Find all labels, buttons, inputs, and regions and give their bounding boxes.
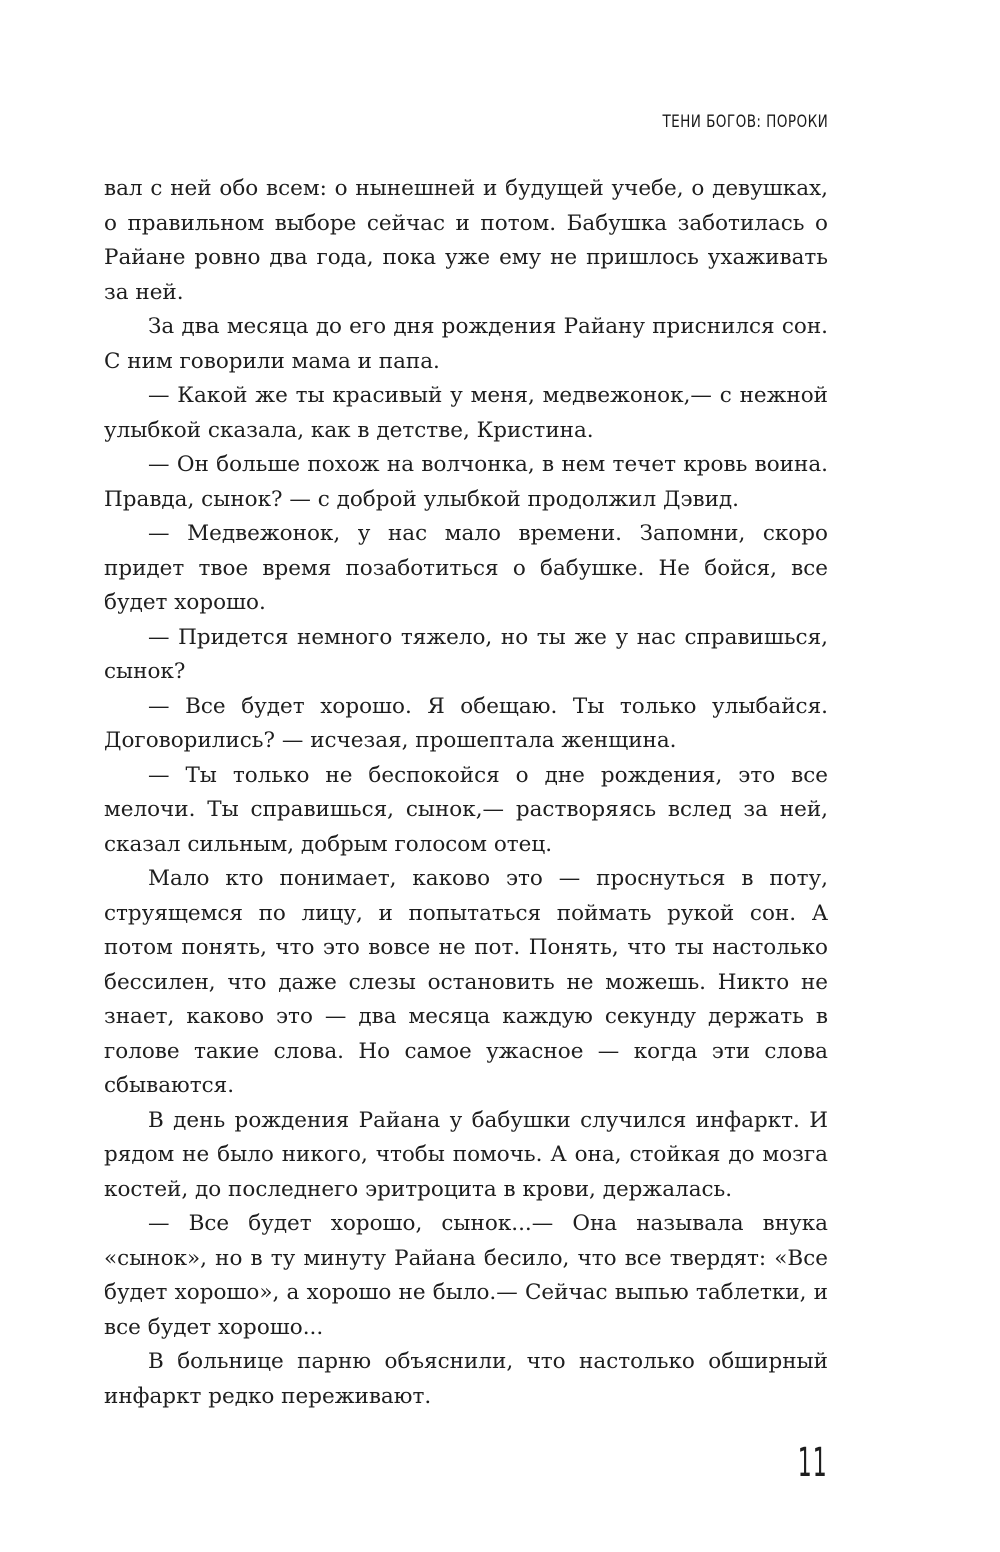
dialogue-paragraph: — Ты только не беспокойся о дне рождения, это все мелочи. Ты справишься, сынок,— растворяясь вслед за ней, сказал сильным, добрым голосом отец. [104, 762, 828, 857]
paragraph: За два месяца до его дня рождения Райану приснился сон. С ним говорили мама и папа. [104, 314, 828, 374]
dialogue-paragraph: — Какой же ты красивый у меня, медвежонок,— с нежной улыбкой сказала, как в детстве, Кристина. [104, 383, 828, 443]
paragraph: В больнице парню объяснили, что настолько обширный инфаркт редко переживают. [104, 1349, 828, 1409]
paragraph: Мало кто понимает, каково это — проснуться в поту, струящемся по лицу, и попытаться поймать рукой сон. А потом понять, что это вовсе не пот. Понять, что ты настолько бессилен, что даже слезы остановить не можешь. Никто не знает, каково это — два месяца каждую секунду держать в голове такие слова. Но самое ужасное — когда эти слова сбываются. [104, 866, 828, 1098]
running-head: ТЕНИ БОГОВ: ПОРОКИ [662, 112, 828, 132]
dialogue-paragraph: — Придется немного тяжело, но ты же у нас справишься, сынок? [104, 624, 828, 684]
paragraph: вал с ней обо всем: о нынешней и будущей учебе, о девушках, о правильном выборе сейчас и потом. Бабушка заботилась о Райане ровно два года, пока уже ему не пришлось ухаживать за ней. [104, 176, 828, 305]
paragraph: В день рождения Райана у бабушки случился инфаркт. И рядом не было никого, чтобы помочь. А она, стойкая до мозга костей, до последнего эритроцита в крови, держалась. [104, 1107, 828, 1202]
dialogue-paragraph: — Все будет хорошо, сынок...— Она называла внука «сынок», но в ту минуту Райана бесило, что все твердят: «Все будет хорошо», а хорошо не было.— Сейчас выпью таблетки, и все будет хорошо... [104, 1211, 828, 1340]
dialogue-paragraph: — Медвежонок, у нас мало времени. Запомни, скоро придет твое время позаботиться о бабушке. Не бойся, все будет хорошо. [104, 521, 828, 615]
body-text [104, 172, 828, 1414]
page-number: 11 [797, 1440, 828, 1486]
dialogue-paragraph: — Он больше похож на волчонка, в нем течет кровь воина. Правда, сынок? — с доброй улыбкой продолжил Дэвид. [104, 452, 828, 512]
dialogue-paragraph: — Все будет хорошо. Я обещаю. Ты только улыбайся. Договорились? — исчезая, прошептала женщина. [104, 693, 828, 753]
